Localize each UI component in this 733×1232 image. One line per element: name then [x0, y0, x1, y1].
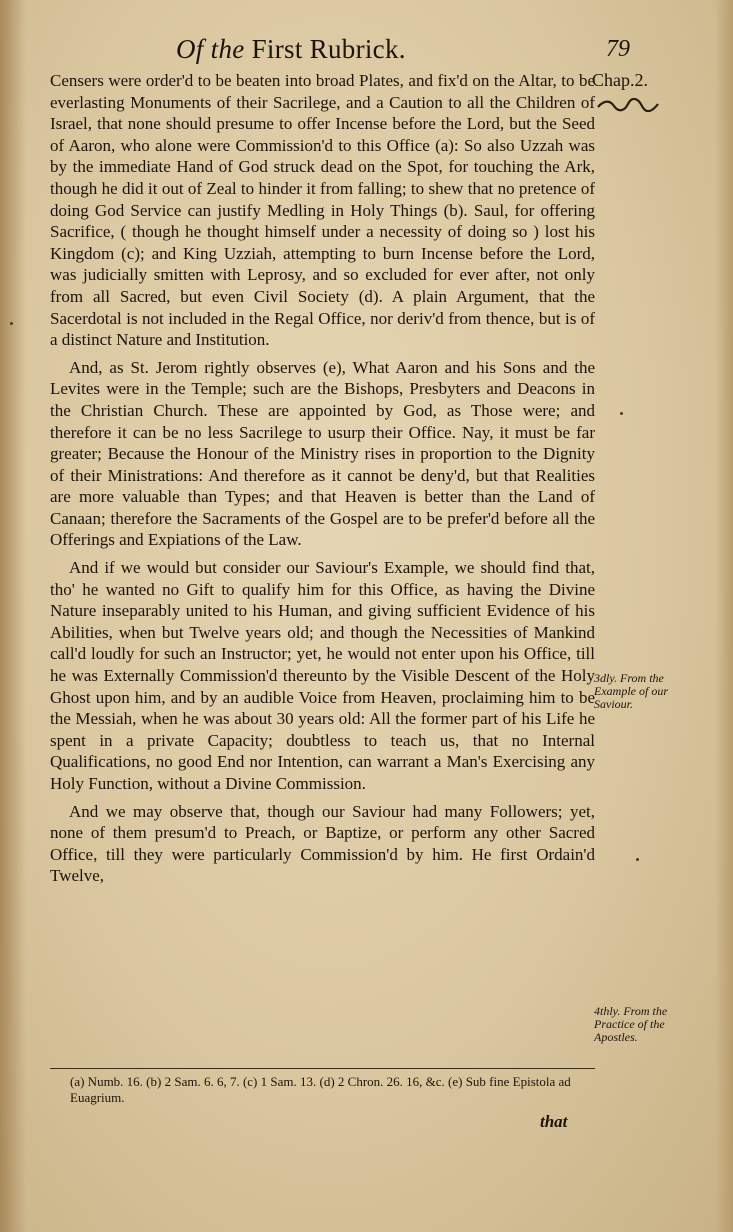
page-number: 79 — [606, 36, 630, 62]
page-header — [0, 34, 733, 70]
footnote-line: (a) Numb. 16. (b) 2 Sam. 6. 6, 7. (c) 1 Sam. 13. (d) 2 Chron. 26. 16, &c. (e) Sub fine Epistola ad Euagrium. — [70, 1074, 571, 1105]
running-title-rest: First Rubrick. — [251, 34, 406, 64]
paragraph-4: And we may observe that, though our Saviour had many Followers; yet, none of them presum'd to Preach, or Baptize, or perform any other Sacred Office, till they were particularly Commission'd by him. He first Ordain'd Twelve, — [50, 801, 595, 886]
running-title-prefix: Of the — [176, 34, 245, 64]
page-edge-shadow — [715, 0, 733, 1232]
margin-note-third: 3dly. From the Example of our Saviour. — [594, 671, 668, 711]
paragraph-3: And if we would but consider our Saviour's Example, we should find that, tho' he wanted no Gift to qualify him for this Office, as having the Divine Nature inseparably united to his Human, and giving sufficient Evidence of his Abilities, when but Twelve years old; and though the Necessities of Mankind call'd loudly for such an Instructor; yet, he would not enter upon his Office, till he was Externally Commission'd thereunto by the Visible Descent of the Holy Ghost upon him, and by an audible Voice from Heaven, proclaiming him to be the Messiah, when he was about 30 years old: All the former part of his Life he spent in a private Capacity; doubtless to teach us, that no Internal Qualifications, no good End nor Intention, can warrant a Man's Exercising any Holy Function, without a Divine Commission. — [50, 558, 595, 793]
footnotes — [70, 1074, 610, 1106]
ink-speck — [10, 322, 13, 325]
footnote-rule — [50, 1068, 595, 1069]
body-text — [50, 70, 595, 893]
page-gutter-shadow — [0, 0, 26, 1232]
paragraph-1: Censers were order'd to be beaten into broad Plates, and fix'd on the Altar, to be everlasting Monuments of their Sacrilege, and a Caution to all the Children of Israel, that none should presume to offer Incense before the Lord, but the Seed of Aaron, who alone were Commission'd to this Office (a): So also Uzzah was by the immediate Hand of God struck dead on the Spot, for touching the Ark, though he did it out of Zeal to hinder it from falling; to shew that no pretence of doing God Service can justify Medling in Holy Things (b). Saul, for offering Sacrifice, ( though he thought himself under a necessity of doing so ) lost his Kingdom (c); and King Uzziah, attempting to burn Incense before the Lord, was judicially smitten with Leprosy, and so excluded for ever after, not only from all Sacred, but even Civil Society (d). A plain Argument, that the Sacerdotal is not included in the Regal Office, nor deriv'd from thence, but is of a distinct Nature and Institution. — [50, 71, 595, 350]
running-title — [176, 34, 406, 65]
ink-speck — [636, 858, 639, 861]
catchword: that — [540, 1112, 568, 1131]
ink-speck — [620, 412, 623, 415]
paragraph-2: And, as St. Jerom rightly observes (e), What Aaron and his Sons and the Levites were in the Temple; such are the Bishops, Presbyters and Deacons in the Christian Church. These are appointed by God, as Those were; and therefore it can be no less Sacrilege to usurp their Office. Nay, it must be far greater; Because the Honour of the Ministry rises in proportion to the Dignity of their Ministrations: And therefore as it cannot be deny'd, but that Realities are more valuable than Types; and that Heaven is better than the Land of Canaan; therefore the Sacraments of the Gospel are to be prefer'd before all the Offerings and Expiations of the Law. — [50, 357, 595, 550]
margin-note-chapter: Chap.2. — [592, 70, 648, 90]
margin-note-fourth: 4thly. From the Practice of the Apostles. — [594, 1004, 668, 1044]
flourish-ornament — [596, 98, 660, 112]
